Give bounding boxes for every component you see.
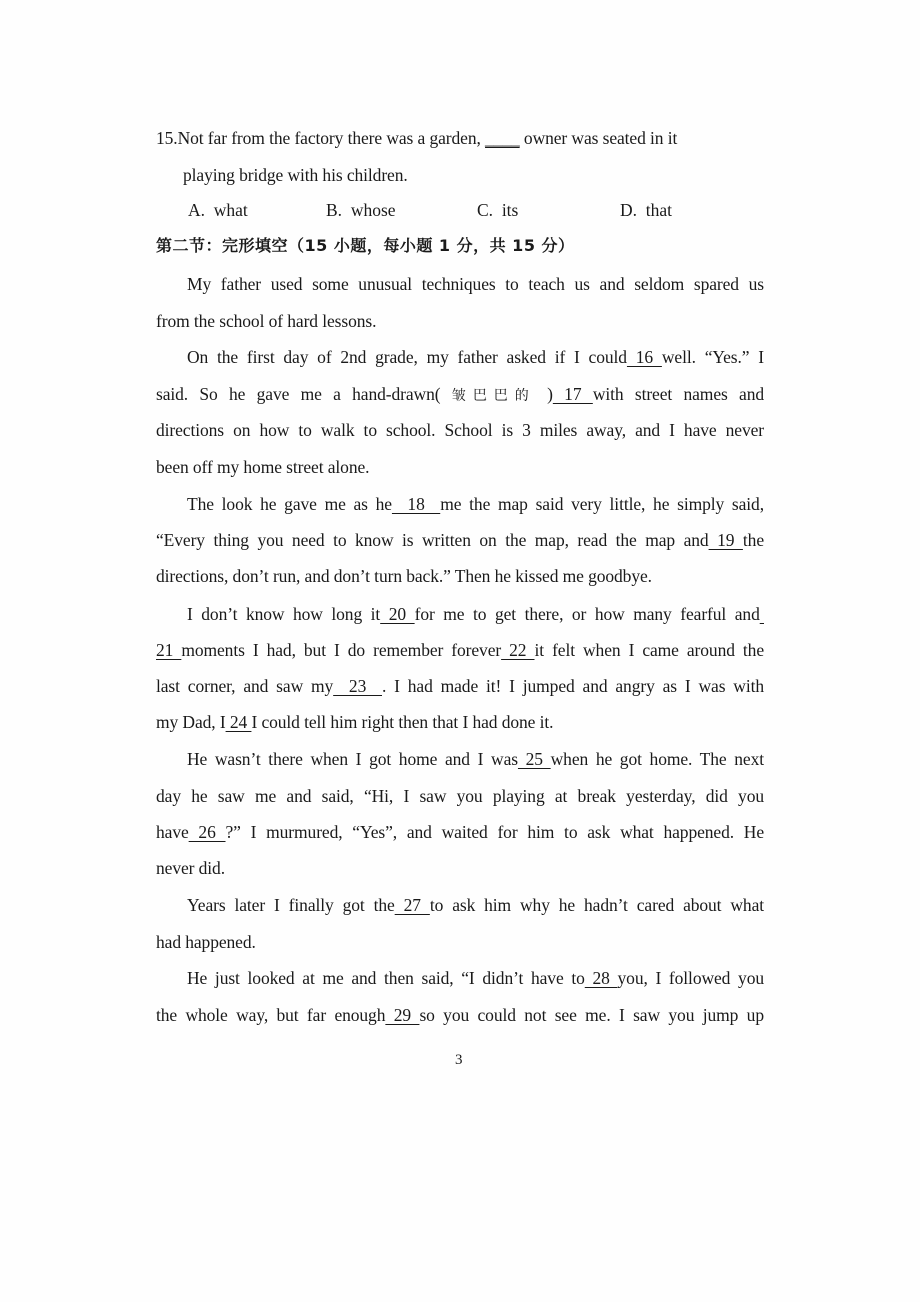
passage-p6-line-1: Years later I finally got the 27 to ask him why he hadn’t cared about what — [187, 895, 764, 915]
passage-p4-line-1: I don’t know how long it 20 for me to get there, or how many fearful and — [187, 604, 760, 624]
option-b: B. whose — [326, 200, 396, 220]
passage-p3-line-1: The look he gave me as he 18 me the map said very little, he simply said, — [187, 494, 764, 514]
passage-p7-line-2: the whole way, but far enough 29 so you could not see me. I saw you jump up — [156, 1005, 764, 1025]
passage-p5-line-2: day he saw me and said, “Hi, I saw you playing at break yesterday, did you — [156, 786, 764, 806]
blank-22: 22 — [501, 640, 535, 660]
question-text: 15.Not far from the factory there was a garden, — [156, 128, 486, 148]
passage-p5-line-1: He wasn’t there when I got home and I was 25 when he got home. The next — [187, 749, 764, 769]
blank-23: 23 — [333, 676, 382, 696]
blank-27: 27 — [394, 895, 430, 915]
passage-p2-line-4: been off my home street alone. — [156, 457, 370, 477]
blank-26: 26 — [188, 822, 226, 842]
passage-p3-line-2: “Every thing you need to know is written on the map, read the map and 19 the — [156, 530, 764, 550]
blank-21: 21 — [156, 640, 182, 660]
passage-p1-line-2: from the school of hard lessons. — [156, 311, 377, 331]
blank-19: 19 — [708, 530, 743, 550]
passage-p2-line-2: said. So he gave me a hand-drawn( 皱巴巴的 ) 17 with street names and — [156, 384, 764, 404]
passage-p2-line-3: directions on how to walk to school. School is 3 miles away, and I have never — [156, 420, 764, 440]
passage-p2-line-1: On the first day of 2nd grade, my father asked if I could 16 well. “Yes.” I — [187, 347, 765, 367]
passage-p4-line-3: last corner, and saw my 23 . I had made it! I jumped and angry as I was with — [156, 676, 764, 696]
blank-28: 28 — [584, 968, 618, 988]
passage-p3-line-3: directions, don’t run, and don’t turn back.” Then he kissed me goodbye. — [156, 566, 652, 586]
blank-17: 17 — [552, 384, 593, 404]
option-c: C. its — [477, 200, 519, 220]
question-text: owner was seated in it — [519, 128, 678, 148]
passage-p4-line-2: 21 moments I had, but I do remember forever 22 it felt when I came around the — [156, 640, 765, 660]
question-15-line-2: playing bridge with his children. — [183, 165, 408, 185]
passage-p7-line-1: He just looked at me and then said, “I didn’t have to 28 you, I followed you — [187, 968, 764, 988]
answer-blank: ____ — [485, 128, 520, 148]
passage-p5-line-3: have 26 ?” I murmured, “Yes”, and waited for him to ask what happened. He — [156, 822, 764, 842]
passage-p5-line-4: never did. — [156, 858, 225, 878]
blank-24: 24 — [225, 712, 252, 732]
blank-16: 16 — [626, 347, 662, 367]
blank-18: 18 — [391, 494, 441, 514]
blank-20: 20 — [380, 604, 415, 624]
question-15-line-1 — [156, 128, 716, 148]
page-number: 3 — [455, 1052, 463, 1068]
blank-29: 29 — [385, 1005, 420, 1025]
passage-p4-line-4: my Dad, I 24 I could tell him right then that I had done it. — [156, 712, 554, 732]
option-a: A. what — [188, 200, 248, 220]
blank-25: 25 — [517, 749, 551, 769]
passage-p1-line-1: My father used some unusual techniques to teach us and seldom spared us — [187, 274, 764, 294]
section-heading: 第二节：完形填空（15 小题，每小题 1 分，共 15 分） — [156, 236, 575, 255]
passage-p6-line-2: had happened. — [156, 932, 256, 952]
option-d: D. that — [620, 200, 673, 220]
